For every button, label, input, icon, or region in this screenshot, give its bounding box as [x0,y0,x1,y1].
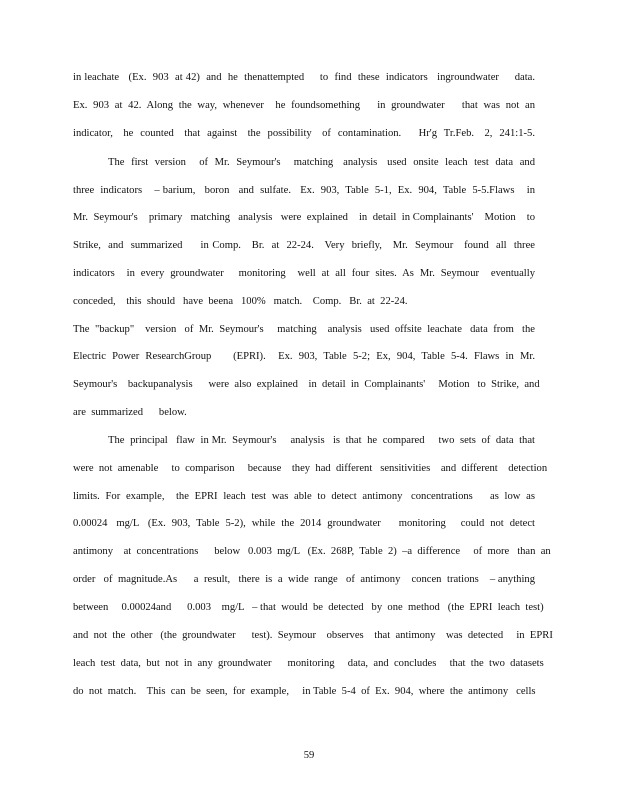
text-line: order of magnitude.As a result, there is a wide range of antimony concen trations – anything [73,574,535,585]
text-line: do not match. This can be seen, for example, in Table 5-4 of Ex. 904, where the antimony cells [73,686,536,697]
text-line: indicators in every groundwater monitoring well at all four sites. As Mr. Seymour eventually [73,268,535,279]
text-line: The first version of Mr. Seymour's matching analysis used onsite leach test data and [108,157,535,168]
text-line: limits. For example, the EPRI leach test was able to detect antimony concentrations as low as [73,491,535,502]
text-line: 0.00024 mg/L (Ex. 903, Table 5-2), while the 2014 groundwater monitoring could not detect [73,518,535,529]
page-number: 59 [303,750,315,761]
text-line: between 0.00024and 0.003 mg/L – that would be detected by one method (the EPRI leach test) [73,602,544,613]
text-line: are summarized below. [73,407,187,418]
text-line: three indicators – barium, boron and sulfate. Ex. 903, Table 5-1, Ex. 904, Table 5-5.Flaws in [73,185,535,196]
text-line: antimony at concentrations below 0.003 mg/L (Ex. 268P, Table 2) –a difference of more than an [73,546,551,557]
text-line: The principal flaw in Mr. Seymour's analysis is that he compared two sets of data that [108,435,535,446]
text-line: conceded, this should have beena 100% match. Comp. Br. at 22-24. [73,296,408,307]
text-line: and not the other (the groundwater test). Seymour observes that antimony was detected in EPRI [73,630,553,641]
text-line: Seymour's backupanalysis were also explained in detail in Complainants' Motion to Strike, and [73,379,540,390]
text-line: Ex. 903 at 42. Along the way, whenever he foundsomething in groundwater that was not an [73,100,535,111]
text-line: indicator, he counted that against the possibility of contamination. Hr'g Tr.Feb. 2, 241:1-5. [73,128,535,139]
text-line: Electric Power ResearchGroup (EPRI). Ex. 903, Table 5-2; Ex, 904, Table 5-4. Flaws in Mr. [73,351,535,362]
text-line: were not amenable to comparison because they had different sensitivities and different detection [73,463,548,474]
text-line: leach test data, but not in any groundwater monitoring data, and concludes that the two datasets [73,658,544,669]
text-line: Strike, and summarized in Comp. Br. at 22-24. Very briefly, Mr. Seymour found all three [73,240,535,251]
text-line: in leachate (Ex. 903 at 42) and he thenattempted to find these indicators ingroundwater data. [73,72,535,83]
text-line: Mr. Seymour's primary matching analysis were explained in detail in Complainants' Motion to [73,212,535,223]
text-line: The "backup" version of Mr. Seymour's matching analysis used offsite leachate data from the [73,324,535,335]
